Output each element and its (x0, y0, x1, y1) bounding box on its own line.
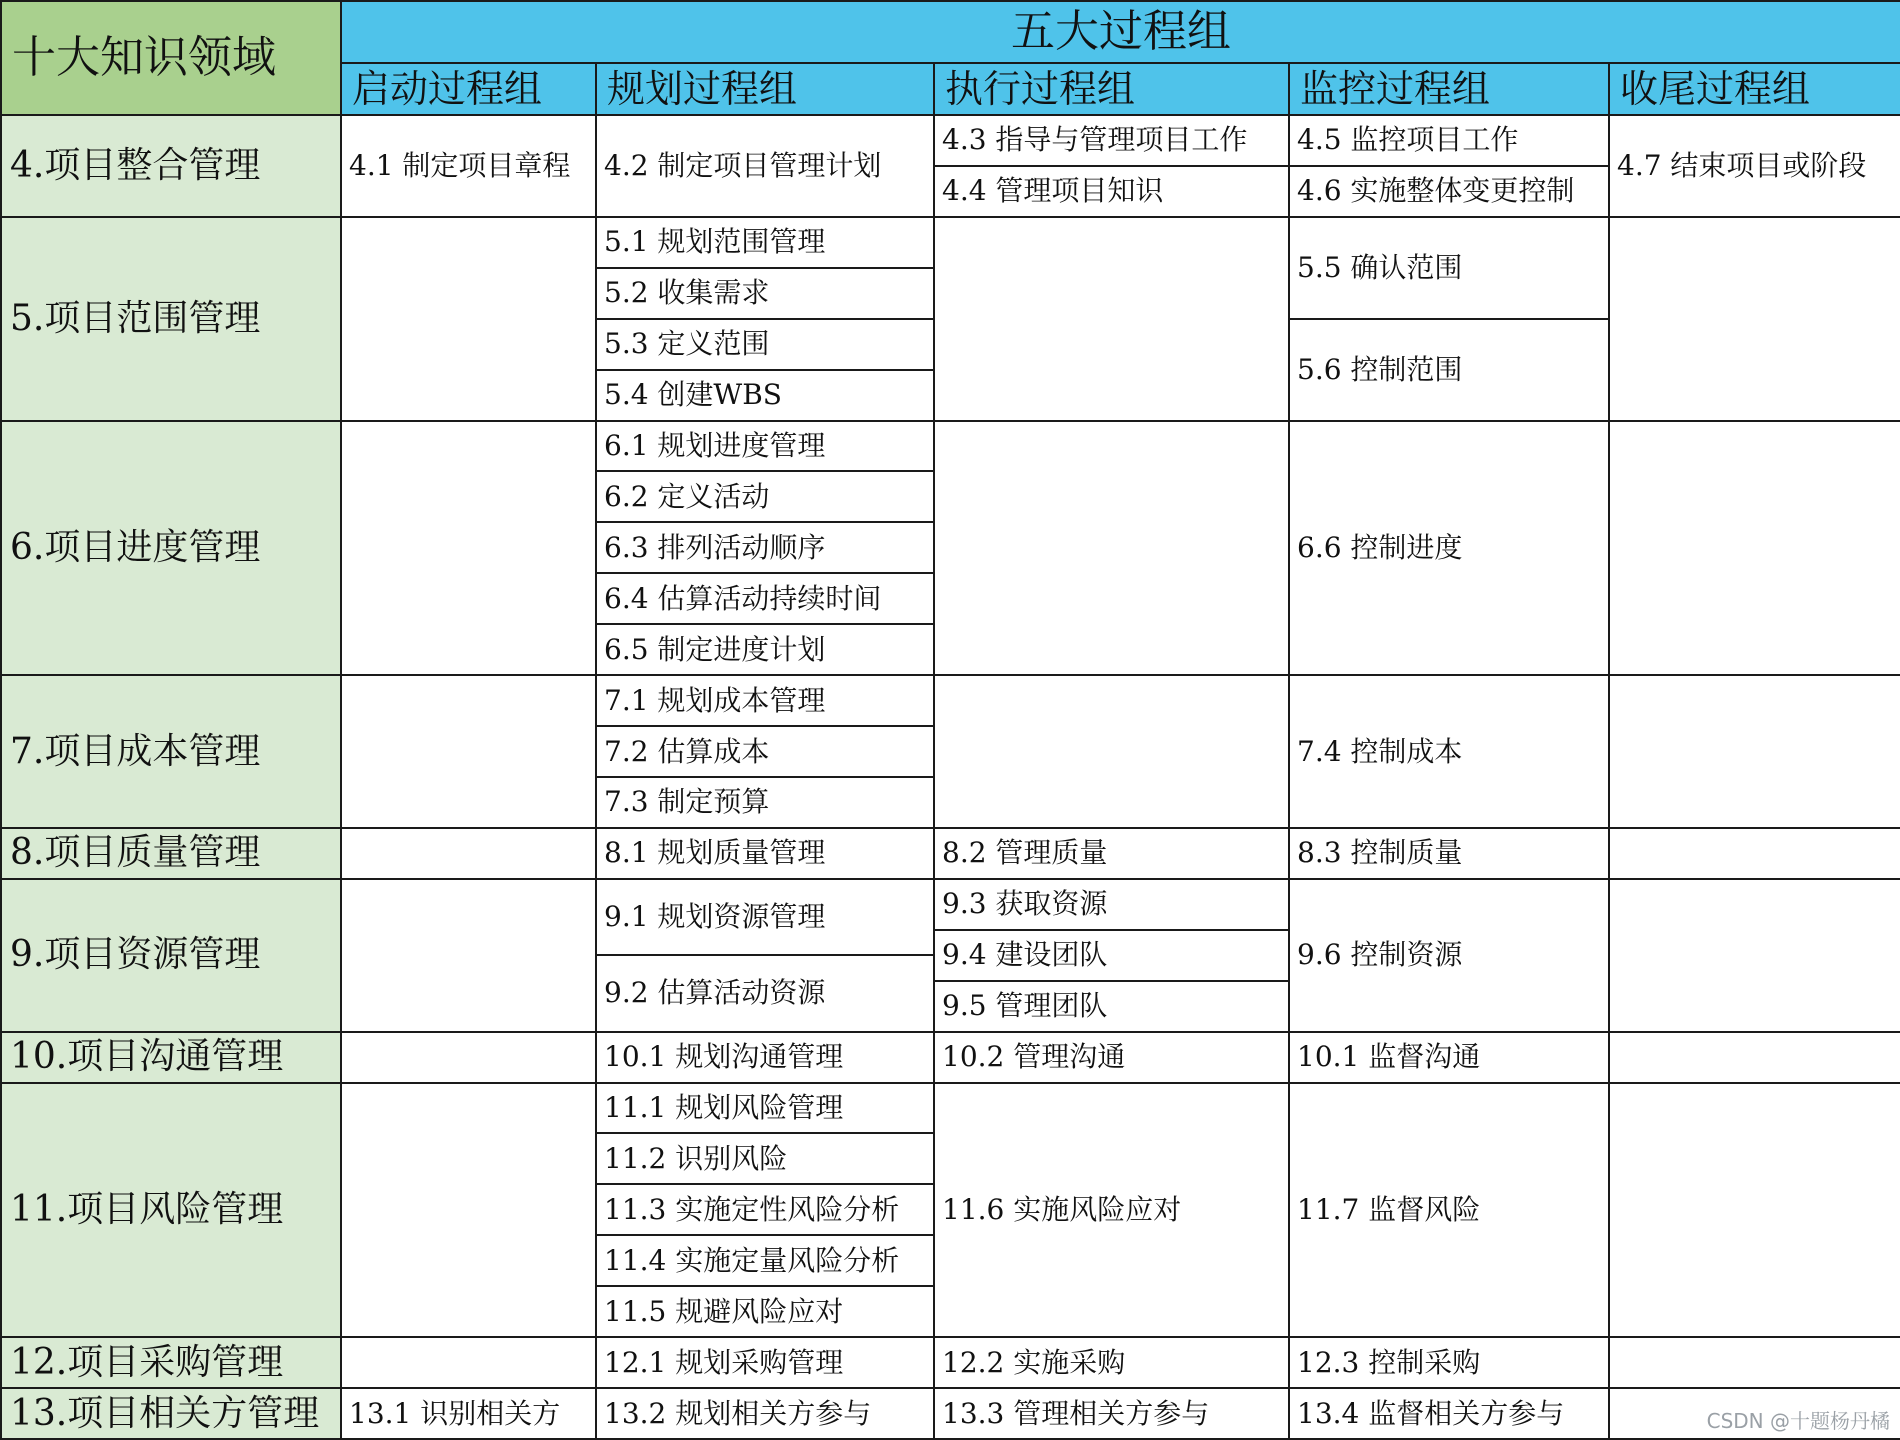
process-cell: 8.2 管理质量 (933, 827, 1290, 880)
process-cell: 5.3 定义范围 (595, 318, 935, 371)
process-cell: 9.4 建设团队 (933, 929, 1290, 982)
empty-cell (340, 420, 597, 677)
knowledge-area-name: 9.项目资源管理 (0, 878, 342, 1033)
process-cell: 11.7 监督风险 (1288, 1082, 1610, 1339)
process-cell: 5.2 收集需求 (595, 267, 935, 320)
empty-cell (933, 216, 1290, 422)
empty-cell (340, 1031, 597, 1084)
process-cell: 12.3 控制采购 (1288, 1336, 1610, 1389)
knowledge-area-name: 7.项目成本管理 (0, 674, 342, 829)
process-cell: 7.4 控制成本 (1288, 674, 1610, 829)
knowledge-area-name: 5.项目范围管理 (0, 216, 342, 422)
process-cell: 13.3 管理相关方参与 (933, 1387, 1290, 1440)
process-cell: 10.2 管理沟通 (933, 1031, 1290, 1084)
knowledge-area-name: 10.项目沟通管理 (0, 1031, 342, 1084)
process-cell: 9.5 管理团队 (933, 980, 1290, 1033)
process-cell: 5.6 控制范围 (1288, 318, 1610, 422)
process-cell: 11.2 识别风险 (595, 1132, 935, 1185)
process-cell: 7.1 规划成本管理 (595, 674, 935, 727)
process-cell: 11.5 规避风险应对 (595, 1285, 935, 1338)
process-cell: 4.6 实施整体变更控制 (1288, 165, 1610, 218)
knowledge-area-name: 6.项目进度管理 (0, 420, 342, 677)
process-cell: 6.1 规划进度管理 (595, 420, 935, 473)
knowledge-area-name: 11.项目风险管理 (0, 1082, 342, 1339)
knowledge-area-name: 4.项目整合管理 (0, 114, 342, 218)
empty-cell (340, 878, 597, 1033)
process-cell: 6.6 控制进度 (1288, 420, 1610, 677)
process-cell: 9.1 规划资源管理 (595, 878, 935, 956)
process-cell: 9.3 获取资源 (933, 878, 1290, 931)
empty-cell (1608, 420, 1900, 677)
process-cell: 13.2 规划相关方参与 (595, 1387, 935, 1440)
group-header-executing: 执行过程组 (933, 62, 1290, 116)
process-cell: 8.1 规划质量管理 (595, 827, 935, 880)
empty-cell (1608, 1082, 1900, 1339)
empty-cell (1608, 1336, 1900, 1389)
empty-cell (340, 216, 597, 422)
group-header-planning: 规划过程组 (595, 62, 935, 116)
process-cell: 10.1 监督沟通 (1288, 1031, 1610, 1084)
process-cell: 11.6 实施风险应对 (933, 1082, 1290, 1339)
process-cell: 4.5 监控项目工作 (1288, 114, 1610, 167)
empty-cell (933, 674, 1290, 829)
empty-cell (340, 674, 597, 829)
process-cell: 6.3 排列活动顺序 (595, 521, 935, 574)
process-cell: 4.4 管理项目知识 (933, 165, 1290, 218)
phase-title: 五大过程组 (340, 0, 1900, 64)
corner-header: 十大知识领域 (0, 0, 342, 116)
empty-cell (1608, 827, 1900, 880)
process-cell: 11.1 规划风险管理 (595, 1082, 935, 1135)
process-cell: 8.3 控制质量 (1288, 827, 1610, 880)
process-cell: 5.4 创建WBS (595, 369, 935, 422)
empty-cell (340, 1082, 597, 1339)
process-cell: 4.1 制定项目章程 (340, 114, 597, 218)
process-cell: 6.4 估算活动持续时间 (595, 572, 935, 625)
watermark: CSDN @十题杨丹橘 (1706, 1409, 1890, 1433)
process-cell: 4.7 结束项目或阶段 (1608, 114, 1900, 218)
empty-cell (1608, 216, 1900, 422)
group-header-monitoring: 监控过程组 (1288, 62, 1610, 116)
empty-cell (1608, 674, 1900, 829)
knowledge-area-name: 13.项目相关方管理 (0, 1387, 342, 1440)
knowledge-area-name: 12.项目采购管理 (0, 1336, 342, 1389)
empty-cell (1608, 1031, 1900, 1084)
process-cell: 11.4 实施定量风险分析 (595, 1234, 935, 1287)
group-header-initiating: 启动过程组 (340, 62, 597, 116)
group-header-closing: 收尾过程组 (1608, 62, 1900, 116)
process-cell: 5.1 规划范围管理 (595, 216, 935, 269)
empty-cell (1608, 878, 1900, 1033)
process-cell: 12.2 实施采购 (933, 1336, 1290, 1389)
process-cell: 6.2 定义活动 (595, 470, 935, 523)
knowledge-area-name: 8.项目质量管理 (0, 827, 342, 880)
process-cell: 11.3 实施定性风险分析 (595, 1183, 935, 1236)
process-cell: 9.2 估算活动资源 (595, 954, 935, 1032)
empty-cell (340, 1336, 597, 1389)
process-cell: 9.6 控制资源 (1288, 878, 1610, 1033)
process-cell: 13.1 识别相关方 (340, 1387, 597, 1440)
process-cell: 5.5 确认范围 (1288, 216, 1610, 320)
empty-cell (933, 420, 1290, 677)
process-cell: 4.2 制定项目管理计划 (595, 114, 935, 218)
process-cell: 7.3 制定预算 (595, 776, 935, 829)
process-cell: 12.1 规划采购管理 (595, 1336, 935, 1389)
process-cell: 10.1 规划沟通管理 (595, 1031, 935, 1084)
process-cell: 7.2 估算成本 (595, 725, 935, 778)
process-cell: 13.4 监督相关方参与 (1288, 1387, 1610, 1440)
process-cell: 6.5 制定进度计划 (595, 623, 935, 676)
empty-cell (340, 827, 597, 880)
process-cell: 4.3 指导与管理项目工作 (933, 114, 1290, 167)
